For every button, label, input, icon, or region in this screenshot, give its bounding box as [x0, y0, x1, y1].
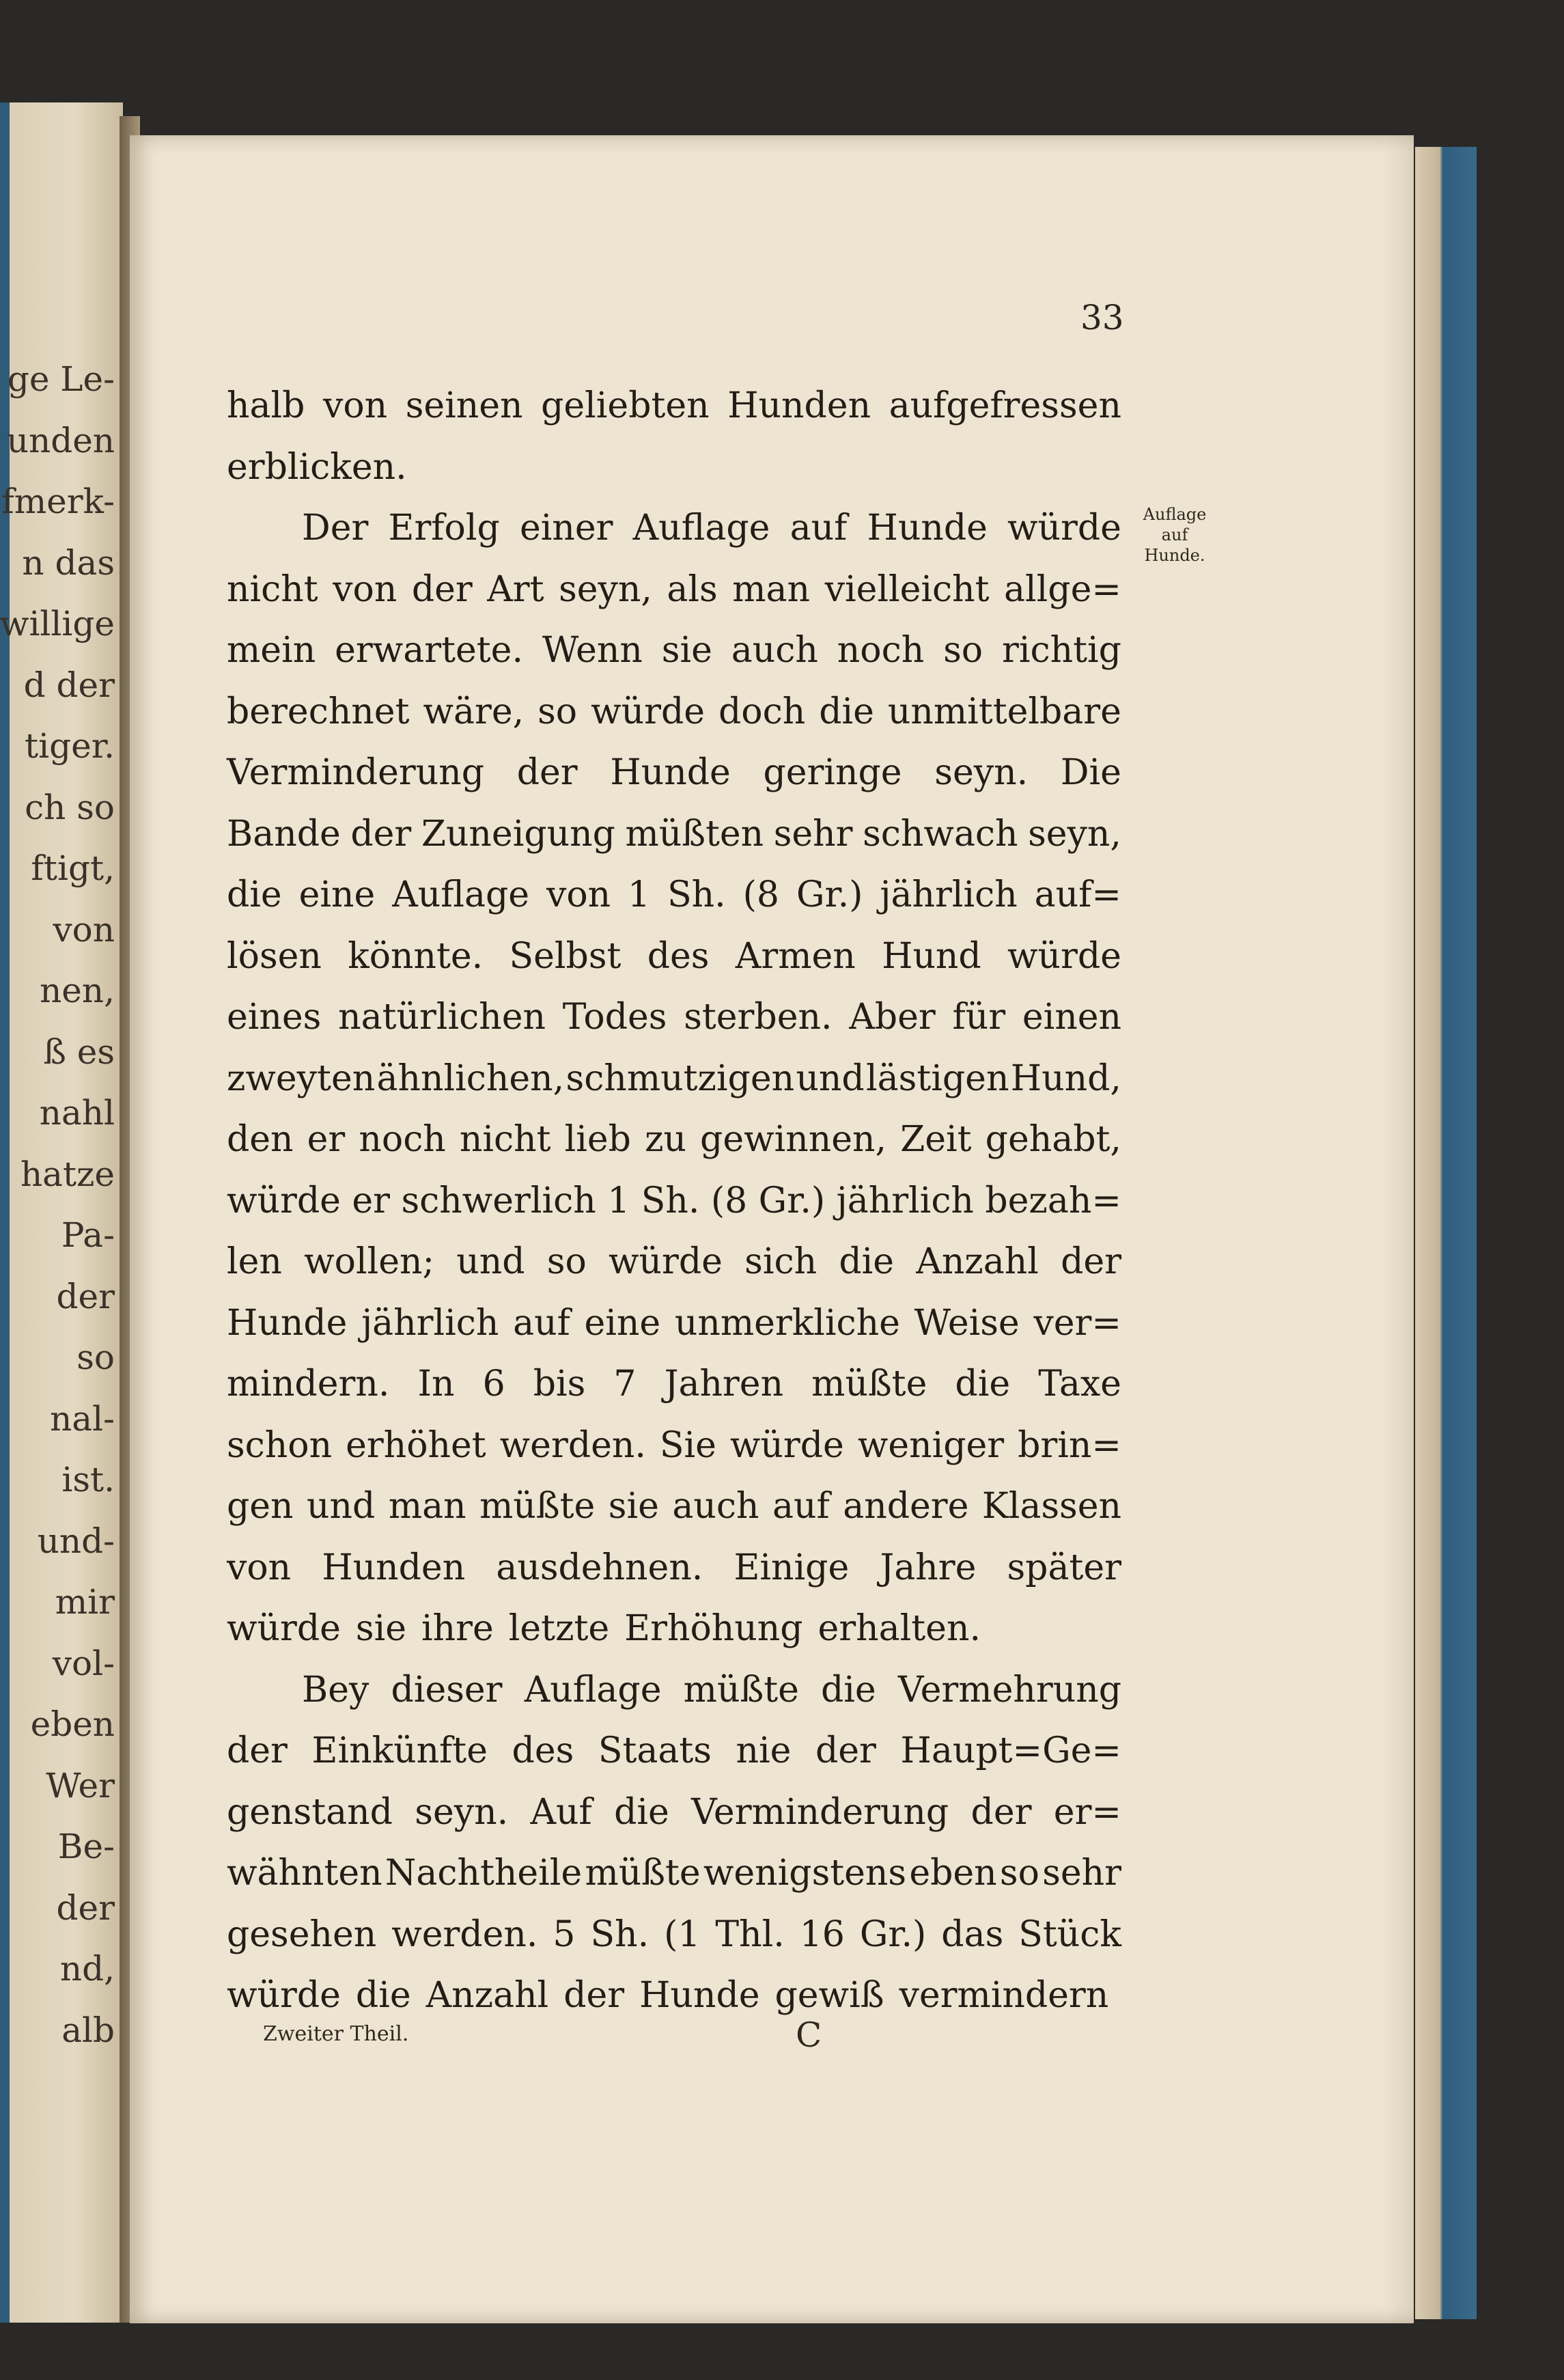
left-page-fragment: nd, — [59, 1949, 115, 1989]
word: Gr.) — [859, 1913, 927, 1955]
word: man — [732, 568, 811, 610]
word: Sh. — [641, 1180, 700, 1221]
word: lästigen — [866, 1057, 1009, 1099]
word: würde — [227, 1608, 341, 1649]
text-line — [227, 926, 1121, 988]
word: man — [388, 1486, 466, 1527]
word: Hunden — [727, 385, 871, 426]
word: gewinnen, — [700, 1119, 887, 1160]
word: mein — [227, 630, 316, 671]
word: 7 — [613, 1364, 637, 1405]
left-facing-page — [0, 102, 123, 2323]
word: werden. — [499, 1424, 646, 1466]
word: Einige — [734, 1547, 850, 1588]
word: der — [227, 1730, 288, 1771]
word: werden. — [391, 1913, 538, 1955]
word: würde — [227, 1975, 341, 2016]
word: müßte — [479, 1486, 596, 1527]
word: Sh. — [590, 1913, 650, 1955]
word: gesehen — [227, 1913, 377, 1955]
word: Erhöhung — [624, 1608, 803, 1649]
word: auf — [772, 1486, 830, 1527]
word: erblicken. — [227, 446, 407, 488]
word: auch — [731, 630, 818, 671]
word: Verminderung — [227, 752, 485, 793]
left-page-fragment: der — [56, 1276, 115, 1316]
text-line — [227, 1171, 1121, 1232]
word: von — [322, 385, 388, 426]
word: Anzahl — [425, 1975, 549, 2016]
signature-line: Zweiter Theil. — [263, 2022, 409, 2046]
word: Auflage — [392, 874, 530, 915]
text-line — [227, 804, 1121, 866]
word: (1 — [664, 1913, 701, 1955]
left-page-fragment: Wer — [46, 1765, 115, 1805]
word: so — [546, 1241, 587, 1282]
word: dieser — [391, 1669, 503, 1711]
word: 16 — [799, 1913, 845, 1955]
word: er — [352, 1180, 390, 1221]
right-cover-edge — [1415, 147, 1477, 2319]
word: Hunde — [610, 752, 731, 793]
word: seyn. — [934, 752, 1029, 793]
word: Einkünfte — [311, 1730, 488, 1771]
word: zu — [645, 1119, 686, 1160]
word: Hunde — [639, 1975, 760, 2016]
word: auf= — [1034, 874, 1121, 915]
left-page-fragment: der — [56, 1887, 115, 1928]
word: für — [952, 997, 1006, 1038]
page-body-text — [227, 376, 1121, 2027]
word: erhalten. — [818, 1608, 981, 1649]
word: so — [999, 1853, 1039, 1894]
left-page-fragment: und- — [37, 1521, 115, 1561]
word: Verminderung — [691, 1791, 949, 1833]
text-line — [227, 987, 1121, 1049]
word: als — [667, 568, 718, 610]
word: müßte — [683, 1669, 799, 1711]
word: noch — [359, 1119, 446, 1160]
text-line — [227, 620, 1121, 682]
left-page-fragment: tiger. — [25, 726, 115, 766]
word: des — [647, 935, 710, 977]
word: so — [943, 630, 983, 671]
word: Armen — [735, 935, 856, 977]
word: eine — [584, 1302, 661, 1344]
word: Jahren — [664, 1364, 784, 1405]
word: mindern. — [227, 1364, 390, 1405]
word: Weise — [914, 1302, 1020, 1344]
word: einen — [1022, 997, 1121, 1038]
left-page-fragment: fmerk- — [1, 482, 115, 521]
text-line — [227, 1965, 1121, 2027]
word: der — [815, 1730, 876, 1771]
word: die — [955, 1364, 1011, 1405]
text-line — [227, 1476, 1121, 1538]
left-page-fragment: von — [53, 909, 115, 950]
word: Hunde — [867, 508, 988, 549]
word: jährlich — [880, 874, 1018, 915]
left-page-fragment: nahl — [39, 1093, 115, 1133]
word: Wenn — [542, 630, 643, 671]
word: von — [333, 568, 397, 610]
word: Art — [487, 568, 544, 610]
left-page-fragment: ch so — [25, 787, 115, 827]
word: Hund — [882, 935, 981, 977]
word: Erfolg — [388, 508, 500, 549]
word: und — [456, 1241, 525, 1282]
text-line — [227, 1109, 1121, 1171]
word: erwartete. — [335, 630, 523, 671]
word: vermindern — [899, 1975, 1109, 2016]
word: Sie — [659, 1424, 716, 1466]
word: von — [546, 874, 611, 915]
left-page-fragment: eben — [30, 1704, 115, 1744]
word: wenigstens — [703, 1853, 907, 1894]
word: später — [1007, 1547, 1121, 1588]
word: doch — [718, 691, 806, 732]
word: Auflage — [524, 1669, 662, 1711]
word: unmittelbare — [887, 691, 1121, 732]
word: vielleicht — [824, 568, 990, 610]
word: weniger — [857, 1424, 1005, 1466]
word: Klassen — [981, 1486, 1121, 1527]
text-line — [227, 1782, 1121, 1844]
word: der — [516, 752, 578, 793]
word: bezah= — [985, 1180, 1121, 1221]
word: brin= — [1018, 1424, 1121, 1466]
text-line — [227, 1599, 1121, 1660]
margin-note-line: auf — [1161, 525, 1188, 544]
word: der — [563, 1975, 625, 2016]
text-line — [227, 498, 1121, 559]
word: würde — [609, 1241, 723, 1282]
word: gewiß — [774, 1975, 884, 2016]
word: einer — [519, 508, 613, 549]
word: sich — [744, 1241, 818, 1282]
word: unmerkliche — [674, 1302, 900, 1344]
text-line — [227, 1905, 1121, 1966]
word: seyn, — [1028, 813, 1121, 855]
word: geringe — [763, 752, 902, 793]
word: eben — [909, 1853, 997, 1894]
word: sterben. — [684, 997, 833, 1038]
word: der — [350, 813, 412, 855]
text-line — [227, 1049, 1121, 1110]
word: 1 — [607, 1180, 630, 1221]
text-line — [227, 1293, 1121, 1355]
word: auch — [672, 1486, 759, 1527]
text-line — [227, 559, 1121, 621]
word: noch — [837, 630, 925, 671]
word: müßte — [585, 1853, 701, 1894]
left-page-fragment: so — [76, 1338, 115, 1377]
word: lieb — [564, 1119, 631, 1160]
word: der — [970, 1791, 1032, 1833]
word: ähnlichen, — [376, 1057, 565, 1099]
word: das — [941, 1913, 1004, 1955]
word: müßten — [625, 813, 764, 855]
word: Nachtheile — [385, 1853, 583, 1894]
text-line — [227, 865, 1121, 926]
left-page-fragment: ist. — [61, 1460, 115, 1499]
word: Zuneigung — [421, 813, 615, 855]
word: allge= — [1004, 568, 1121, 610]
word: den — [227, 1119, 294, 1160]
word: auf — [790, 508, 848, 549]
left-page-fragment: d der — [23, 665, 115, 705]
word: auf — [513, 1302, 570, 1344]
word: würde — [1007, 935, 1121, 977]
left-page-fragment: alb — [61, 2010, 115, 2050]
text-line — [227, 1660, 1121, 1721]
word: schwach — [863, 813, 1018, 855]
left-page-fragment: n das — [22, 542, 115, 583]
left-page-fragment: willige — [0, 604, 115, 644]
left-page-fragment: Be- — [57, 1827, 115, 1866]
word: und — [796, 1057, 865, 1099]
text-line — [227, 437, 1121, 499]
word: Die — [1060, 752, 1121, 793]
word: Hunde — [227, 1302, 348, 1344]
word: ihre — [421, 1608, 494, 1649]
word: sie — [608, 1486, 659, 1527]
word: Staats — [598, 1730, 712, 1771]
word: Zeit — [900, 1119, 972, 1160]
word: schmutzigen — [565, 1057, 795, 1099]
word: Jahre — [880, 1547, 977, 1588]
left-page-fragment: ftigt, — [31, 848, 115, 888]
word: 6 — [482, 1364, 505, 1405]
word: bis — [533, 1364, 586, 1405]
word: genstand — [227, 1791, 393, 1833]
word: wähnten — [227, 1853, 382, 1894]
word: die — [821, 1669, 876, 1711]
word: könnte. — [348, 935, 484, 977]
left-page-fragment: ge Le- — [7, 359, 115, 399]
word: sehr — [1042, 1853, 1121, 1894]
text-line — [227, 1354, 1121, 1415]
text-line — [227, 1721, 1121, 1782]
word: wäre, — [423, 691, 525, 732]
word: würde — [1007, 508, 1121, 549]
text-line — [227, 1415, 1121, 1477]
word: 5 — [553, 1913, 576, 1955]
sheet-mark: C — [796, 2015, 822, 2055]
left-page-fragment: nal- — [50, 1398, 115, 1439]
word: die — [355, 1975, 411, 2016]
word: lösen — [227, 935, 322, 977]
word: seyn, — [559, 568, 652, 610]
word: Taxe — [1038, 1364, 1121, 1405]
word: seinen — [405, 385, 523, 426]
word: der — [1061, 1241, 1121, 1282]
word: würde — [227, 1180, 341, 1221]
text-line — [227, 743, 1121, 804]
left-page-fragment: ß es — [43, 1032, 115, 1072]
word: erhöhet — [346, 1424, 486, 1466]
text-line — [227, 682, 1121, 743]
word: Auflage — [632, 508, 770, 549]
text-line — [227, 1232, 1121, 1293]
word: zweyten — [227, 1057, 376, 1099]
text-line — [227, 1538, 1121, 1599]
word: berechnet — [227, 691, 410, 732]
left-page-fragment: unden — [6, 420, 115, 460]
word: Selbst — [509, 935, 622, 977]
word: die — [227, 874, 282, 915]
word: eines — [227, 997, 322, 1038]
margin-note-line: Auflage — [1143, 505, 1207, 524]
word: seyn. — [415, 1791, 509, 1833]
word: gen — [227, 1486, 294, 1527]
word: sehr — [773, 813, 853, 855]
left-page-fragment: hatze — [20, 1154, 115, 1194]
word: Der — [302, 508, 369, 549]
left-page-fragment: vol- — [52, 1643, 115, 1683]
margin-note-line: Hunde. — [1144, 546, 1205, 565]
word: Gr.) — [758, 1180, 826, 1221]
word: von — [227, 1547, 292, 1588]
word: halb — [227, 385, 305, 426]
margin-note — [1134, 504, 1216, 566]
left-page-fragment: Pa- — [61, 1215, 115, 1255]
word: Bey — [302, 1669, 369, 1711]
word: die — [614, 1791, 669, 1833]
word: schwerlich — [401, 1180, 596, 1221]
left-page-fragment: nen, — [40, 971, 115, 1010]
word: In — [417, 1364, 455, 1405]
word: Sh. — [667, 874, 726, 915]
word: der — [411, 568, 473, 610]
word: müßte — [811, 1364, 927, 1405]
word: sie — [661, 630, 712, 671]
word: Bande — [227, 813, 341, 855]
word: die — [839, 1241, 895, 1282]
word: und — [307, 1486, 376, 1527]
word: jährlich — [361, 1302, 499, 1344]
word: Stück — [1018, 1913, 1121, 1955]
word: andere — [843, 1486, 969, 1527]
word: 1 — [628, 874, 651, 915]
word: ausdehnen. — [496, 1547, 703, 1588]
word: er — [307, 1119, 346, 1160]
word: len — [227, 1241, 282, 1282]
word: Anzahl — [916, 1241, 1039, 1282]
word: jährlich — [836, 1180, 974, 1221]
word: wollen; — [304, 1241, 435, 1282]
word: geliebten — [541, 385, 710, 426]
word: würde — [729, 1424, 844, 1466]
word: (8 — [710, 1180, 748, 1221]
word: so — [537, 691, 578, 732]
word: nie — [736, 1730, 792, 1771]
left-page-fragment: mir — [55, 1582, 115, 1622]
word: er= — [1053, 1791, 1121, 1833]
word: nicht — [227, 568, 318, 610]
text-line — [227, 376, 1121, 437]
word: nicht — [459, 1119, 551, 1160]
word: richtig — [1002, 630, 1121, 671]
word: Thl. — [715, 1913, 785, 1955]
word: ver= — [1033, 1302, 1121, 1344]
word: Auf — [530, 1791, 592, 1833]
page-number: 33 — [1080, 298, 1124, 337]
word: würde — [591, 691, 706, 732]
word: aufgefressen — [889, 385, 1121, 426]
word: Gr.) — [796, 874, 863, 915]
word: Haupt=Ge= — [900, 1730, 1121, 1771]
word: natürlichen — [338, 997, 546, 1038]
word: Hund, — [1010, 1057, 1121, 1099]
word: Hunden — [322, 1547, 466, 1588]
word: letzte — [508, 1608, 610, 1649]
word: Vermehrung — [897, 1669, 1121, 1711]
word: sie — [355, 1608, 407, 1649]
text-line — [227, 1843, 1121, 1905]
word: (8 — [742, 874, 780, 915]
word: schon — [227, 1424, 333, 1466]
word: des — [512, 1730, 574, 1771]
word: die — [819, 691, 874, 732]
word: eine — [298, 874, 376, 915]
word: Todes — [562, 997, 667, 1038]
word: Aber — [849, 997, 936, 1038]
word: gehabt, — [985, 1119, 1121, 1160]
